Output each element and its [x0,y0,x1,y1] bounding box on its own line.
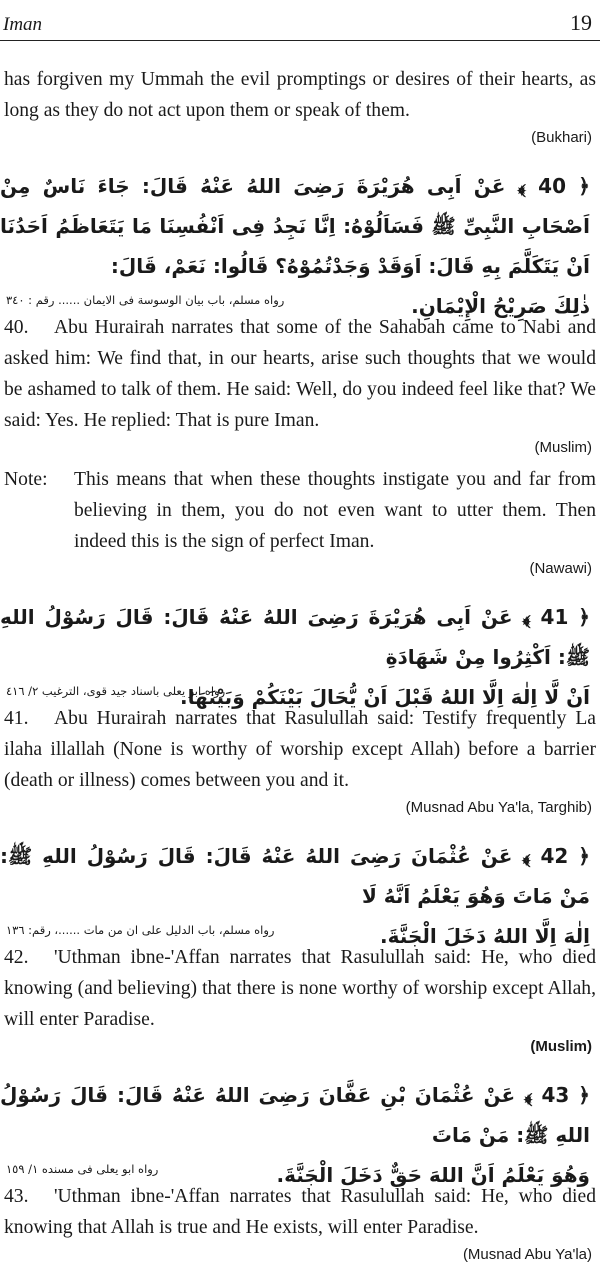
hadith-42-reference: رواه مسلم، باب الدليل على ان من مات ......، رقم: ١٣٦ [6,923,275,937]
hadith-41-english: 41. Abu Hurairah narrates that Rasulullah said: Testify frequently La ilaha illallah (None is worthy of worship except Allah) before a barrier (death or illness) comes between you and it. [0,703,596,796]
hadith-43-arabic-end: وَهُوَ يَعْلَمُ اَنَّ اللهَ حَقٌّ دَخَلَ الْجَنَّةَ. [276,1163,590,1187]
hadith-43-reference: رواه ابو يعلى فی مسنده ١/ ١٥٩ [6,1162,159,1176]
hadith-42-arabic-end: اِلٰهَ اِلَّا اللهُ دَخَلَ الْجَنَّةَ. [380,924,590,948]
hadith-41-arabic-end: اَنْ لَّا اِلٰهَ اِلَّا اللهُ قَبْلَ اَنْ يُّحَالَ بَيْنَكُمْ وَبَيْنَهَا. [180,685,590,709]
hadith-40-source: (Muslim) [534,439,592,456]
intro-text: has forgiven my Ummah the evil promptings or desires of their hearts, as long as they do not act upon them or speak of them. [4,69,596,121]
intro-source: (Bukhari) [531,129,592,146]
hadith-40-reference: رواه مسلم، باب بيان الوسوسة فی الايمان ...... رقم : ٣٤٠ [6,293,285,307]
hadith-42-arabic: ﴿ 42 ﴾ عَنْ عُثْمَانَ رَضِیَ اللهُ عَنْهُ قَالَ: قَالَ رَسُوْلُ اللهِ ﷺ: مَنْ مَاتَ وَهُوَ يَعْلَمُ اَنَّهُ لَا [0,844,590,908]
hadith-41-number: 41. [4,708,29,729]
hadith-42-english: 42. 'Uthman ibne-'Affan narrates that Rasulullah said: He, who died knowing (and believing) that there is none worthy of worship except Allah, will enter Paradise. [0,942,596,1035]
note-label: Note: [4,469,48,490]
hadith-42-source: (Muslim) [530,1038,592,1055]
hadith-40 [0,166,596,460]
running-title: Iman [3,14,43,35]
hadith-43-arabic: ﴿ 43 ﴾ عَنْ عُثْمَانَ بْنِ عَفَّانَ رَضِیَ اللهُ عَنْهُ قَالَ: قَالَ رَسُوْلُ اللهِ ﷺ: مَنْ مَاتَ [0,1083,590,1147]
hadith-40-number: 40. [4,317,29,338]
page-number: 19 [570,10,592,35]
hadith-41 [0,597,596,820]
hadith-43-number: 43. [4,1186,29,1207]
hadith-43-source: (Musnad Abu Ya'la) [462,1246,592,1263]
hadith-43-english: 43. 'Uthman ibne-'Affan narrates that Rasulullah said: He, who died knowing that Allah is true and He exists, will enter Paradise. [0,1181,596,1243]
hadith-42-number: 42. [4,947,29,968]
hadith-40-arabic: ﴿ 40 ﴾ عَنْ اَبِی هُرَيْرَةَ رَضِیَ اللهُ عَنْهُ قَالَ: جَاءَ نَاسٌ مِنْ اَصْحَابِ النَّبِیِّ ﷺ فَسَاَلُوْهُ: اِنَّا نَجِدُ فِی اَنْفُسِنَا مَا يَتَعَاظَمُ اَحَدُنَا اَنْ يَتَكَلَّمَ بِهِ قَالَ: اَوَقَدْ وَجَدْتُمُوْهُ؟ قَالُوا: نَعَمْ، قَالَ: [0,174,590,278]
hadith-40-english: 40. Abu Hurairah narrates that some of the Sahabah came to Nabi and asked him: We find that, in our hearts, arise such thoughts that we would be ashamed to talk of them. He said: Well, do you indeed feel like that? We said: Yes. He replied: That is pure Iman. [0,312,596,436]
note-text: This means that when these thoughts instigate you and far from believing in them, you do not even want to utter them. Then indeed this is the sign of perfect Iman. [74,469,596,552]
hadith-43 [0,1075,596,1267]
header-rule [0,40,600,41]
hadith-40-arabic-end: ذٰلِكَ صَرِيْحُ الْإِيْمَانِ. [411,294,590,318]
page-header [0,0,600,40]
hadith-41-arabic: ﴿ 41 ﴾ عَنْ اَبِی هُرَيْرَةَ رَضِیَ اللهُ عَنْهُ قَالَ: قَالَ رَسُوْلُ اللهِ ﷺ: اَكْثِرُوا مِنْ شَهَادَةِ [0,605,590,669]
note-block [0,464,596,557]
page-body [0,64,596,1267]
hadith-41-reference: رواه ابو يعلى باسناد جيد قوی، الترغيب ٢/ ٤١٦ [6,684,226,698]
hadith-41-source: (Musnad Abu Ya'la, Targhib) [405,799,592,816]
hadith-42 [0,836,596,1059]
note-source: (Nawawi) [529,560,592,577]
